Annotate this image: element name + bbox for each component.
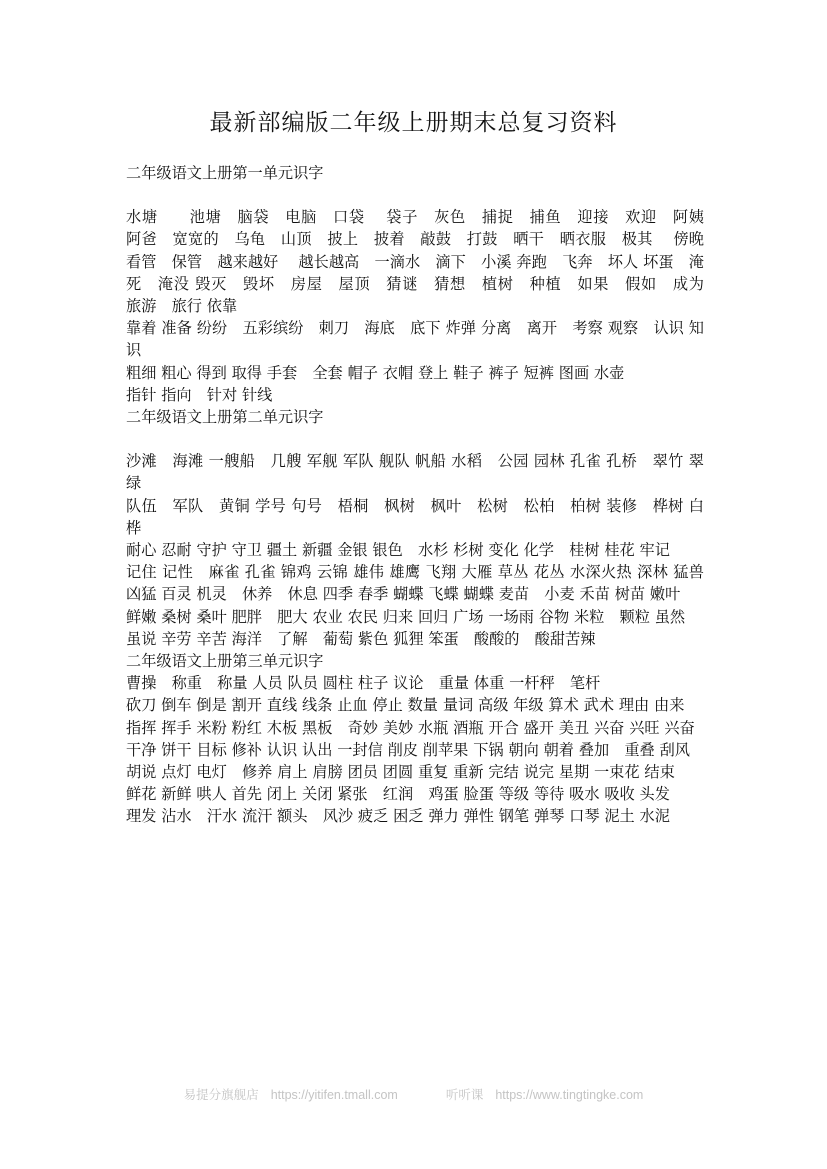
vocab-line: 胡说 点灯 电灯 修养 肩上 肩膀 团员 团圆 重复 重新 完结 说完 星期 一束花 结束 (126, 763, 675, 782)
page-footer-watermark (0, 1085, 827, 1103)
vocab-line: 队伍 军队 黄铜 学号 句号 梧桐 枫树 枫叶 松树 松柏 柏树 装修 桦树 白桦 (126, 496, 704, 537)
vocab-line: 理发 沾水 汗水 流汗 额头 风沙 疲乏 困乏 弹力 弹性 钢笔 弹琴 口琴 泥土 水泥 (126, 807, 670, 826)
vocab-line: 砍刀 倒车 倒是 割开 直线 线条 止血 停止 数量 量词 高级 年级 算术 武术 理由 由来 (126, 696, 685, 715)
vocab-line: 沙滩 海滩 一艘船 几艘 军舰 军队 舰队 帆船 水稻 公园 园林 孔雀 孔桥 翠竹 翠绿 (126, 452, 704, 493)
vocab-line: 指挥 挥手 米粉 粉红 木板 黑板 奇妙 美妙 水瓶 酒瓶 开合 盛开 美丑 兴奋 兴旺 兴奋 (126, 718, 695, 737)
vocab-line: 耐心 忍耐 守护 守卫 疆土 新疆 金银 银色 水杉 杉树 变化 化学 桂树 桂花 牢记 (126, 541, 670, 560)
footer-shop-name-right: 听听课 (445, 1088, 484, 1102)
vocab-line: 记住 记性 麻雀 孔雀 锦鸡 云锦 雄伟 雄鹰 飞翔 大雁 草丛 花丛 水深火热 深林 猛兽凶猛 百灵 机灵 休养 休息 四季 春季 蝴蝶 飞蝶 蝴蝶 麦苗 小麦 禾苗 树苗 嫩叶 (126, 563, 704, 604)
vocab-line: 鲜花 新鲜 哄人 首先 闭上 关闭 紧张 红润 鸡蛋 脸蛋 等级 等待 吸水 吸收 头发 (126, 785, 670, 804)
vocab-line: 曹操 称重 称量 人员 队员 圆柱 柱子 议论 重量 体重 一杆秤 笔杆 (126, 674, 601, 693)
section-heading-unit-2: 二年级语文上册第二单元识字 (126, 408, 324, 427)
section-heading-unit-1: 二年级语文上册第一单元识字 (126, 164, 324, 182)
vocab-line: 干净 饼干 目标 修补 认识 认出 一封信 削皮 削苹果 下锅 朝向 朝着 叠加 重叠 刮风 (126, 740, 690, 759)
footer-url-left[interactable]: https://yitifen.tmall.com (270, 1088, 398, 1102)
footer-shop-name-left: 易提分旗舰店 (183, 1088, 259, 1102)
vocab-line: 水塘 池塘 脑袋 电脑 口袋 袋子 灰色 捕捉 捕鱼 迎接 欢迎 阿姨 阿爸 宽宽的 乌龟 山顶 披上 披着 敲鼓 打鼓 晒干 晒衣服 极其 傍晚 看管 保管 越来越好 越长越高 一滴水 滴下 小溪 奔跑 飞奔 坏人 坏蛋 淹死 淹没 毁灭 毁坏 房屋 屋顶 猜谜 猜想 植树 种植 如果 假如 成为 旅游 旅行 依靠 (126, 208, 725, 316)
footer-url-right[interactable]: https://www.tingtingke.com (495, 1088, 644, 1102)
document-body (126, 162, 725, 828)
vocab-line: 鲜嫩 桑树 桑叶 肥胖 肥大 农业 农民 归来 回归 广场 一场雨 谷物 米粒 颗粒 虽然 (126, 607, 686, 626)
vocab-line: 粗细 粗心 得到 取得 手套 全套 帽子 衣帽 登上 鞋子 裤子 短裤 图画 水壶 (126, 363, 625, 382)
vocab-line: 虽说 辛劳 辛苦 海洋 了解 葡萄 紫色 狐狸 笨蛋 酸酸的 酸甜苦辣 (126, 629, 596, 648)
document-title: 最新部编版二年级上册期末总复习资料 (209, 110, 618, 136)
vocab-line: 靠着 准备 纷纷 五彩缤纷 刺刀 海底 底下 炸弹 分离 离开 考察 观察 认识 知识 (126, 319, 704, 360)
vocab-line: 指针 指向 针对 针线 (126, 385, 273, 404)
section-heading-unit-3: 二年级语文上册第三单元识字 (126, 652, 324, 671)
